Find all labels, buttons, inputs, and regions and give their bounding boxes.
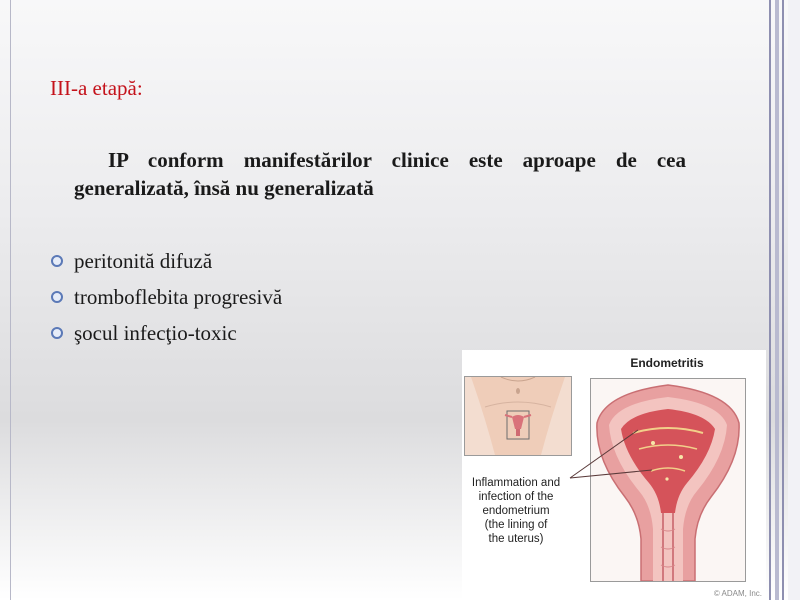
bullet-item — [50, 318, 282, 354]
stage-title: III-a etapă: — [50, 76, 143, 100]
bullet-text: şocul infecţio-toxic — [74, 321, 237, 345]
bullet-text: tromboflebita progresivă — [74, 285, 283, 309]
bullet-list — [50, 246, 282, 354]
bullet-item — [50, 282, 282, 318]
figure-caption: Inflammation and infection of the endometrium (the lining of the uterus) — [471, 477, 561, 545]
left-decorative-rule — [10, 0, 11, 600]
bullet-ring-icon — [51, 327, 63, 339]
caption-leader-lines — [462, 350, 766, 600]
right-decorative-stripes — [766, 0, 800, 600]
bullet-ring-icon — [51, 291, 63, 303]
endometritis-figure — [462, 350, 766, 600]
bullet-item — [50, 246, 282, 282]
figure-title: Endometritis — [630, 356, 704, 370]
bullet-ring-icon — [51, 255, 63, 267]
figure-credit: © ADAM, Inc. — [713, 589, 762, 598]
lead-paragraph: IP conform manifestărilor clinice este aproape de cea generalizată, însă nu generalizată — [74, 148, 686, 200]
bullet-text: peritonită difuză — [74, 249, 213, 273]
